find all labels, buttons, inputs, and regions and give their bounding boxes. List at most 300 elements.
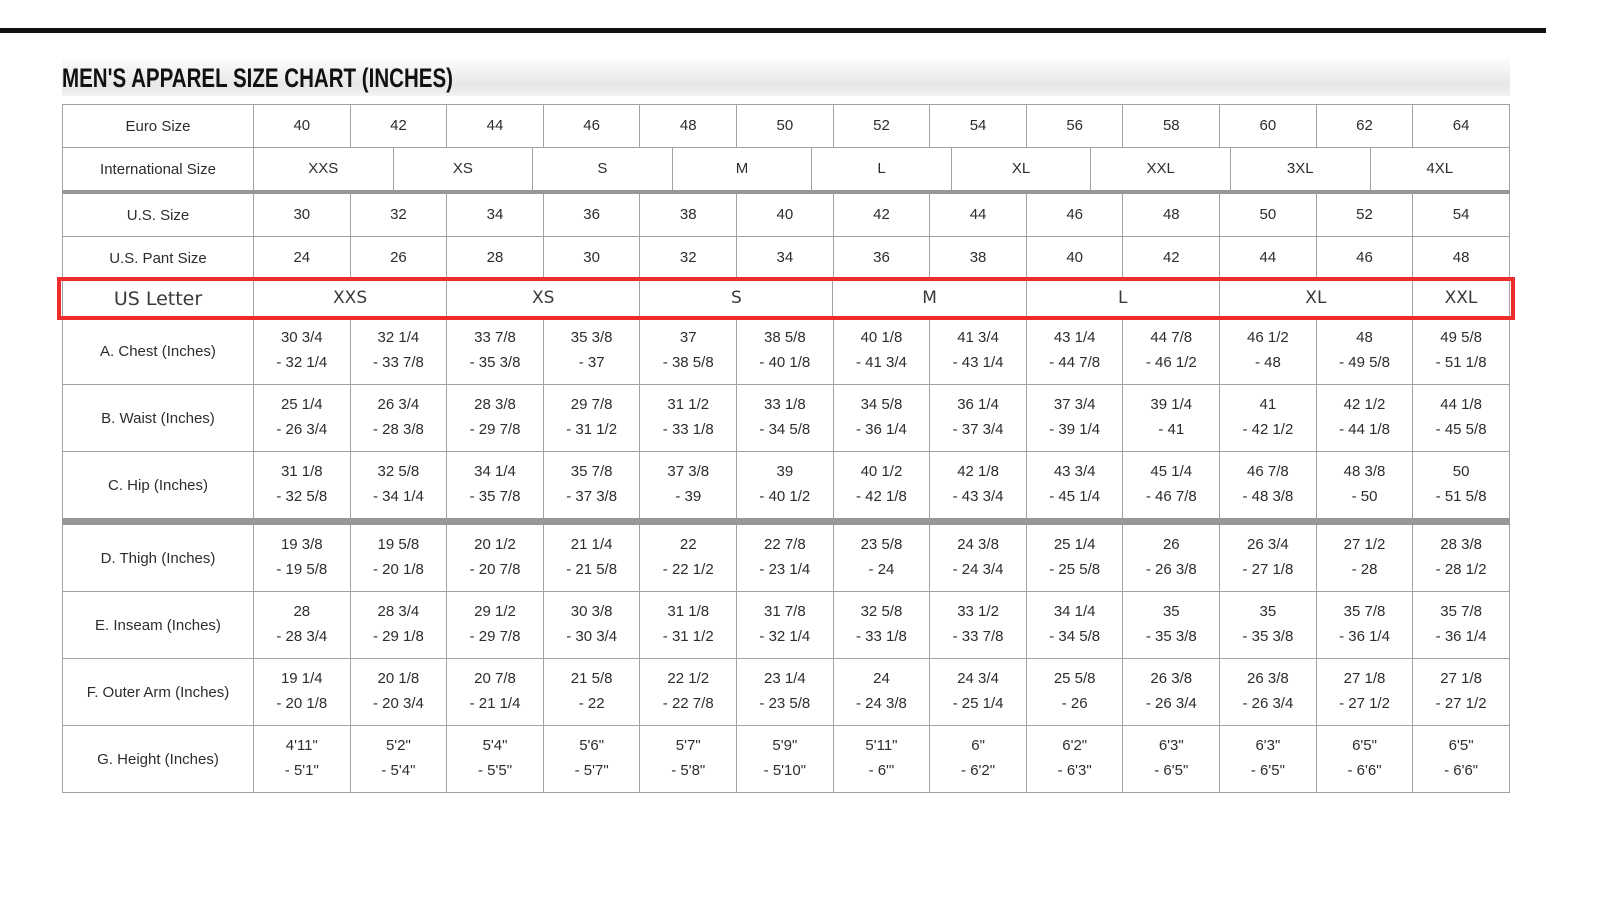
range-bottom: - 33 7/8	[372, 354, 424, 371]
range-bottom: - 35 3/8	[1145, 628, 1197, 645]
range-bottom: - 6'3"	[1057, 762, 1092, 779]
range-bottom: - 45 1/4	[1049, 488, 1101, 505]
range-bottom: - 35 3/8	[469, 354, 521, 371]
range-bottom: - 37 3/4	[952, 421, 1004, 438]
size-cell	[736, 385, 833, 451]
range-bottom: - 43 1/4	[952, 354, 1004, 371]
size-cell: 52	[833, 105, 930, 147]
size-cell	[1316, 385, 1413, 451]
size-cell: XL	[1219, 280, 1412, 317]
row-cells-international-size	[254, 148, 1509, 190]
range-top: 6"	[971, 737, 985, 755]
size-cell: 40	[736, 194, 833, 236]
size-cell	[446, 592, 543, 658]
range-bottom: - 34 5/8	[759, 421, 811, 438]
size-cell	[350, 659, 447, 725]
range-bottom: - 29 7/8	[469, 421, 521, 438]
size-cell	[254, 525, 350, 591]
range-top: 42 1/2	[1343, 396, 1386, 414]
range-top: 21 5/8	[570, 670, 613, 688]
page-title: MEN'S APPAREL SIZE CHART (INCHES)	[62, 62, 453, 93]
range-bottom: - 20 7/8	[469, 561, 521, 578]
row-label-outer-arm: F. Outer Arm (Inches)	[63, 659, 254, 725]
range-top: 46 7/8	[1247, 463, 1289, 481]
range-bottom: - 20 1/8	[372, 561, 424, 578]
size-chart	[62, 60, 1510, 793]
range-bottom: - 34 5/8	[1049, 628, 1101, 645]
size-cell	[639, 726, 736, 792]
size-cell: M	[832, 280, 1025, 317]
size-cell: 32	[639, 237, 736, 279]
range-top: 34 1/4	[474, 463, 516, 481]
size-cell	[833, 726, 930, 792]
size-cell	[1316, 318, 1413, 384]
size-cell: XXS	[308, 159, 339, 177]
row-cells-waist	[254, 385, 1509, 451]
size-cell: 46	[1316, 237, 1413, 279]
range-bottom: - 45 5/8	[1435, 421, 1487, 438]
size-cell	[639, 318, 736, 384]
range-top: 4'11"	[285, 737, 318, 755]
size-cell: 44	[929, 194, 1026, 236]
table-row-height	[62, 725, 1510, 793]
size-cell: 30	[543, 237, 640, 279]
range-bottom: - 42 1/2	[1242, 421, 1294, 438]
size-cell	[254, 318, 350, 384]
range-bottom: - 43 3/4	[952, 488, 1004, 505]
range-bottom: - 31 1/2	[662, 628, 714, 645]
size-cell	[929, 385, 1026, 451]
range-top: 31 1/8	[667, 603, 710, 621]
size-cell	[350, 452, 447, 518]
size-cell: 34	[446, 194, 543, 236]
range-top: 34 1/4	[1053, 603, 1096, 621]
size-cell	[1316, 726, 1413, 792]
size-cell	[350, 385, 447, 451]
size-cell	[446, 525, 543, 591]
size-cell	[543, 385, 640, 451]
range-top: 19 3/8	[280, 536, 323, 554]
size-cell	[1219, 385, 1316, 451]
size-cell	[543, 525, 640, 591]
range-bottom: - 32 1/4	[759, 628, 811, 645]
range-top: 35	[1162, 603, 1180, 621]
range-top: 37	[679, 329, 697, 347]
table-row-us-size	[62, 193, 1510, 237]
size-cell	[1316, 525, 1413, 591]
size-cell	[543, 726, 640, 792]
size-cell	[736, 318, 833, 384]
row-label-waist: B. Waist (Inches)	[63, 385, 254, 451]
size-cell	[639, 452, 736, 518]
range-bottom: - 28	[1351, 561, 1378, 578]
table-row-chest	[62, 317, 1510, 385]
size-cell: 3XL	[1230, 148, 1370, 190]
range-top: 20 1/2	[474, 536, 516, 554]
range-top: 27 1/8	[1343, 670, 1386, 688]
size-cell	[736, 525, 833, 591]
range-bottom: - 36 1/4	[1339, 628, 1390, 645]
range-top: 40 1/8	[860, 329, 903, 347]
range-bottom: - 27 1/2	[1435, 695, 1487, 712]
table-row-inseam	[62, 591, 1510, 659]
size-cell	[1316, 452, 1413, 518]
table-row-euro-size	[62, 104, 1510, 148]
size-cell: L	[1026, 280, 1219, 317]
size-cell	[736, 592, 833, 658]
size-cell: 46	[543, 105, 640, 147]
range-top: 29 7/8	[570, 396, 613, 414]
size-cell	[1122, 726, 1219, 792]
range-top: 43 3/4	[1053, 463, 1096, 481]
size-cell: 40	[293, 116, 311, 134]
size-cell	[833, 318, 930, 384]
size-cell: 24	[293, 248, 311, 266]
range-top: 23 5/8	[860, 536, 903, 554]
range-top: 25 5/8	[1053, 670, 1096, 688]
size-cell	[1412, 318, 1509, 384]
range-top: 5'9"	[772, 737, 798, 755]
range-bottom: - 41 3/4	[856, 354, 907, 371]
range-bottom: - 44 1/8	[1339, 421, 1390, 438]
range-bottom: - 5'1"	[284, 762, 319, 779]
size-cell	[1122, 659, 1219, 725]
range-bottom: - 33 7/8	[952, 628, 1004, 645]
range-bottom: - 30 3/4	[566, 628, 618, 645]
size-cell: 54	[1412, 194, 1509, 236]
size-cell: 44	[446, 105, 543, 147]
range-top: 26	[1162, 536, 1180, 554]
size-cell: 56	[1026, 105, 1123, 147]
size-cell	[833, 385, 930, 451]
range-top: 28 3/4	[377, 603, 420, 621]
size-cell: 34	[736, 237, 833, 279]
range-bottom: - 46 1/2	[1145, 354, 1197, 371]
size-cell	[1412, 592, 1509, 658]
range-bottom: - 31 1/2	[566, 421, 618, 438]
range-top: 35 7/8	[1440, 603, 1482, 621]
range-top: 44 1/8	[1440, 396, 1482, 414]
range-bottom: - 46 7/8	[1145, 488, 1197, 505]
size-cell	[543, 318, 640, 384]
size-cell	[543, 452, 640, 518]
range-bottom: - 6'5"	[1250, 762, 1285, 779]
range-top: 48	[1356, 329, 1373, 347]
size-cell	[446, 385, 543, 451]
size-cell: M	[672, 148, 812, 190]
size-cell: 26	[350, 237, 447, 279]
size-cell	[254, 659, 350, 725]
range-bottom: - 48 3/8	[1242, 488, 1294, 505]
size-cell: L	[811, 148, 951, 190]
range-top: 24 3/8	[957, 536, 999, 554]
size-cell	[929, 726, 1026, 792]
range-bottom: - 26 3/4	[1242, 695, 1294, 712]
range-bottom: - 5'4"	[381, 762, 416, 779]
range-bottom: - 24	[868, 561, 895, 578]
range-bottom: - 6"'	[868, 762, 895, 779]
size-cell: 40	[1026, 237, 1123, 279]
range-bottom: - 5'5"	[478, 762, 513, 779]
size-cell: 36	[833, 237, 930, 279]
range-bottom: - 28 1/2	[1435, 561, 1487, 578]
size-cell: 38	[929, 237, 1026, 279]
range-top: 33 1/8	[763, 396, 806, 414]
row-cells-inseam	[254, 592, 1509, 658]
range-bottom: - 25 1/4	[952, 695, 1004, 712]
row-label-international-size: International Size	[63, 148, 254, 190]
range-bottom: - 32 1/4	[276, 354, 328, 371]
size-cell: 36	[543, 194, 640, 236]
range-bottom: - 39	[675, 488, 702, 505]
range-bottom: - 26 3/8	[1145, 561, 1197, 578]
range-bottom: - 44 7/8	[1049, 354, 1101, 371]
size-cell	[1122, 452, 1219, 518]
range-top: 34 5/8	[860, 396, 903, 414]
size-cell	[350, 592, 447, 658]
range-bottom: - 24 3/8	[856, 695, 907, 712]
size-cell	[1026, 525, 1123, 591]
range-top: 38 5/8	[763, 329, 806, 347]
size-cell	[543, 592, 640, 658]
range-top: 19 1/4	[280, 670, 323, 688]
size-cell	[833, 452, 930, 518]
size-cell	[350, 318, 447, 384]
size-cell	[736, 726, 833, 792]
size-cell	[254, 452, 350, 518]
group-divider	[62, 518, 1510, 525]
range-top: 33 1/2	[957, 603, 999, 621]
size-cell	[543, 659, 640, 725]
size-cell	[1219, 318, 1316, 384]
size-cell	[736, 659, 833, 725]
range-top: 28 3/8	[474, 396, 516, 414]
range-top: 40 1/2	[860, 463, 903, 481]
range-bottom: - 19 5/8	[276, 561, 328, 578]
range-top: 31 7/8	[763, 603, 806, 621]
range-bottom: - 29 7/8	[469, 628, 521, 645]
range-bottom: - 22	[578, 695, 605, 712]
size-cell: S	[639, 280, 832, 317]
range-top: 39	[776, 463, 794, 481]
size-cell	[1412, 726, 1509, 792]
range-top: 44 7/8	[1150, 329, 1193, 347]
range-bottom: - 24 3/4	[952, 561, 1004, 578]
size-cell	[1122, 525, 1219, 591]
size-cell: 32	[350, 194, 447, 236]
range-bottom: - 32 5/8	[276, 488, 328, 505]
size-cell	[833, 592, 930, 658]
size-cell	[1026, 659, 1123, 725]
size-cell	[350, 726, 447, 792]
range-bottom: - 51 5/8	[1435, 488, 1487, 505]
range-bottom: - 33 1/8	[856, 628, 907, 645]
range-top: 20 7/8	[474, 670, 516, 688]
range-top: 31 1/2	[667, 396, 710, 414]
size-cell: 48	[1412, 237, 1509, 279]
range-bottom: - 29 1/8	[372, 628, 424, 645]
size-cell	[1026, 452, 1123, 518]
size-cell	[929, 592, 1026, 658]
size-cell	[1026, 726, 1123, 792]
range-bottom: - 51 1/8	[1435, 354, 1487, 371]
size-cell	[446, 726, 543, 792]
range-bottom: - 6'6"	[1444, 762, 1479, 779]
size-cell	[1219, 525, 1316, 591]
row-label-hip: C. Hip (Inches)	[63, 452, 254, 518]
range-bottom: - 28 3/4	[276, 628, 328, 645]
range-top: 5'4"	[482, 737, 508, 755]
range-top: 35 3/8	[570, 329, 613, 347]
size-cell: S	[532, 148, 672, 190]
range-top: 26 3/8	[1150, 670, 1193, 688]
range-bottom: - 22 1/2	[662, 561, 714, 578]
row-label-thigh: D. Thigh (Inches)	[63, 525, 254, 591]
range-top: 37 3/8	[667, 463, 710, 481]
range-top: 27 1/2	[1343, 536, 1386, 554]
table-row-hip	[62, 451, 1510, 519]
range-bottom: - 27 1/2	[1339, 695, 1390, 712]
size-cell	[1316, 592, 1413, 658]
row-label-height: G. Height (Inches)	[63, 726, 254, 792]
range-top: 6'2"	[1062, 737, 1088, 755]
range-top: 24	[873, 670, 890, 688]
range-top: 32 5/8	[377, 463, 420, 481]
range-bottom: - 25 5/8	[1049, 561, 1101, 578]
range-top: 30 3/8	[570, 603, 613, 621]
row-label-us-size: U.S. Size	[63, 194, 254, 236]
row-cells-us-size	[254, 194, 1509, 236]
size-cell	[1412, 385, 1509, 451]
range-top: 26 3/4	[1247, 536, 1289, 554]
range-bottom: - 40 1/8	[759, 354, 811, 371]
table-row-us-pant-size	[62, 236, 1510, 280]
size-cell: 28	[446, 237, 543, 279]
row-cells-chest	[254, 318, 1509, 384]
size-cell	[446, 452, 543, 518]
range-bottom: - 5'10"	[763, 762, 807, 779]
row-label-us-letter: US Letter	[63, 280, 254, 317]
size-cell	[833, 659, 930, 725]
size-cell: 44	[1219, 237, 1316, 279]
size-cell: 64	[1412, 105, 1509, 147]
range-bottom: - 6'5"	[1154, 762, 1189, 779]
range-bottom: - 26 3/4	[1145, 695, 1197, 712]
size-cell: XS	[446, 280, 639, 317]
range-top: 36 1/4	[957, 396, 999, 414]
size-cell	[1412, 452, 1509, 518]
range-bottom: - 36 1/4	[856, 421, 907, 438]
range-bottom: - 38 5/8	[662, 354, 714, 371]
size-cell	[1219, 659, 1316, 725]
range-top: 24 3/4	[957, 670, 999, 688]
size-cell	[929, 659, 1026, 725]
size-cell	[254, 592, 350, 658]
row-cells-thigh	[254, 525, 1509, 591]
size-cell: 38	[639, 194, 736, 236]
row-label-inseam: E. Inseam (Inches)	[63, 592, 254, 658]
range-top: 37 3/4	[1053, 396, 1096, 414]
size-cell	[1219, 726, 1316, 792]
range-bottom: - 20 1/8	[276, 695, 328, 712]
range-bottom: - 21 5/8	[566, 561, 618, 578]
size-cell	[1316, 659, 1413, 725]
range-bottom: - 48	[1254, 354, 1281, 371]
range-bottom: - 5'7"	[574, 762, 609, 779]
range-top: 5'6"	[579, 737, 605, 755]
size-cell	[929, 452, 1026, 518]
range-bottom: - 23 1/4	[759, 561, 811, 578]
range-bottom: - 35 7/8	[469, 488, 521, 505]
range-top: 25 1/4	[280, 396, 323, 414]
range-top: 50	[1452, 463, 1470, 481]
size-cell	[350, 525, 447, 591]
range-top: 22 7/8	[763, 536, 806, 554]
size-cell	[446, 318, 543, 384]
range-top: 21 1/4	[570, 536, 613, 554]
row-cells-us-letter	[254, 280, 1509, 317]
size-cell	[1412, 659, 1509, 725]
size-cell: 52	[1316, 194, 1413, 236]
range-bottom: - 26 3/4	[276, 421, 328, 438]
range-top: 41 3/4	[957, 329, 999, 347]
range-bottom: - 5'8"	[671, 762, 706, 779]
range-top: 35 7/8	[570, 463, 613, 481]
row-cells-euro-size	[254, 105, 1509, 147]
table-row-outer-arm	[62, 658, 1510, 726]
range-top: 22 1/2	[667, 670, 710, 688]
size-cell	[639, 385, 736, 451]
size-cell: 48	[639, 105, 736, 147]
range-top: 39 1/4	[1150, 396, 1193, 414]
size-cell	[1122, 592, 1219, 658]
range-bottom: - 28 3/8	[372, 421, 424, 438]
size-cell	[254, 385, 350, 451]
size-cell	[1026, 592, 1123, 658]
size-cell: XXL	[1412, 280, 1509, 317]
size-cell: 50	[736, 105, 833, 147]
range-top: 30 3/4	[280, 329, 323, 347]
range-bottom: - 23 5/8	[759, 695, 811, 712]
table-row-thigh	[62, 524, 1510, 592]
title-bar	[62, 60, 1510, 96]
size-cell: 50	[1219, 194, 1316, 236]
range-bottom: - 35 3/8	[1242, 628, 1294, 645]
range-top: 31 1/8	[280, 463, 323, 481]
row-cells-hip	[254, 452, 1509, 518]
top-horizontal-rule	[0, 28, 1546, 33]
size-cell: 46	[1026, 194, 1123, 236]
range-bottom: - 42 1/8	[856, 488, 907, 505]
size-cell: XXL	[1090, 148, 1230, 190]
table-row-international-size	[62, 147, 1510, 191]
size-cell	[1219, 592, 1316, 658]
range-top: 28	[293, 603, 311, 621]
range-bottom: - 27 1/8	[1242, 561, 1294, 578]
size-cell: 62	[1316, 105, 1413, 147]
range-bottom: - 36 1/4	[1435, 628, 1487, 645]
row-cells-height	[254, 726, 1509, 792]
size-cell	[639, 525, 736, 591]
group-divider	[62, 190, 1510, 194]
size-cell: 58	[1122, 105, 1219, 147]
range-bottom: - 39 1/4	[1049, 421, 1101, 438]
range-bottom: - 49 5/8	[1339, 354, 1390, 371]
size-cell	[446, 659, 543, 725]
size-cell: XXS	[333, 288, 368, 309]
size-cell	[833, 525, 930, 591]
range-top: 26 3/8	[1247, 670, 1289, 688]
